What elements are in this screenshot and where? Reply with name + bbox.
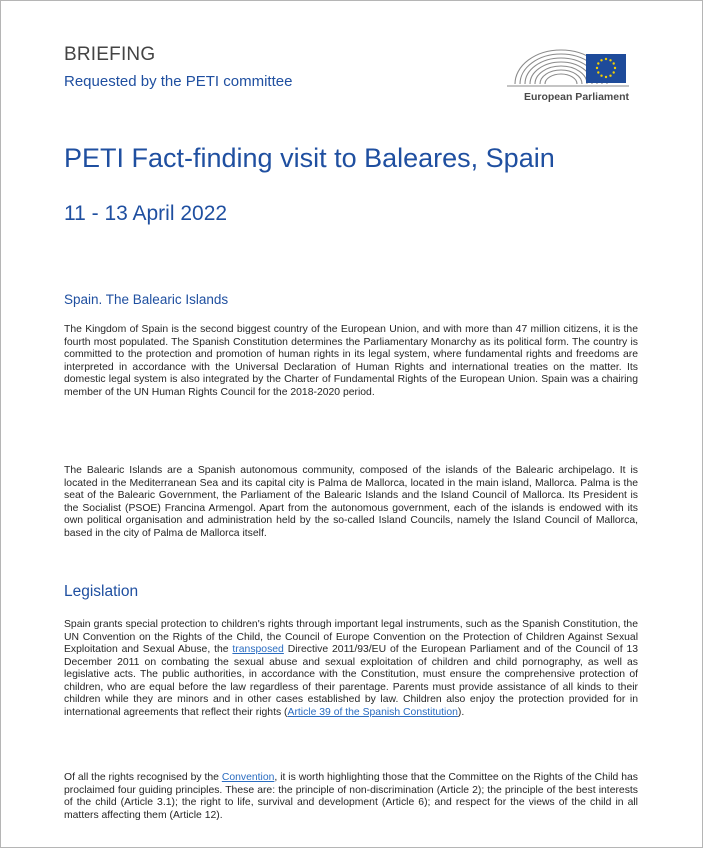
paragraph-balearic: The Balearic Islands are a Spanish autonomous community, composed of the islands of the Balearic archipelago. It is located in the Mediterranean Sea and its capital city is Palma de Mallorca, located in the main island, Mallorca. Palma is the seat of the Balearic Government, the Parliament of the Balearic Islands and the Island Council of Mallorca. Its President is the Socialist (PSOE) Francina Armengol. Apart from the autonomous government, each of the islands is endowed with its own political organisation and administration held by the so-called Island Councils, namely the Island Council of Mallorca, based in the city of Palma de Mallorca itself. (64, 465, 638, 539)
section-heading-legislation: Legislation (64, 583, 139, 600)
convention-text-2: , it is worth highlighting those that the Committee on the Rights of the Child has proclaimed four guiding principles. These are: the principle of non-discrimination (Article 2); the principle of the best interests of the child (Article 3.1); the right to life, survival and development (Article 6); and respect for the views of the child in all matters affecting them (Article 12). (64, 772, 638, 821)
paragraph-spain: The Kingdom of Spain is the second biggest country of the European Union, and with more than 47 million citizens, it is the fourth most populated. The Spanish Constitution determines the Parliamentary Monarchy as its political form. The country is committed to the protection and promotion of human rights in its legal system, where fundamental rights and freedoms are interpreted in accordance with the Universal Declaration of Human Rights and international treaties on the matter. Its domestic legal system is also integrated by the Charter of Fundamental Rights of the European Union. Spain was a chairing member of the UN Human Rights Council for the 2018-2020 period. (64, 324, 638, 398)
legislation-text-2: Directive 2011/93/EU of the European Parliament and of the Council of 13 December 2011 on combating the sexual abuse and sexual exploitation of children and child pornography, as well as legislative acts. The public authorities, in accordance with the Constitution, must ensure the comprehensive protection of children, who are equal before the law regardless of their parentage. Parents must provide assistance of all kinds to their children while they are minors and in other cases established by law. Children also enjoy the protection provided for in international agreements that reflect their rights ( (64, 644, 639, 718)
convention-text-1: Of all the rights recognised by the (64, 772, 222, 783)
paragraph-legislation (64, 619, 638, 719)
document-date: 11 - 13 April 2022 (64, 202, 228, 225)
requested-by: Requested by the PETI committee (64, 73, 293, 90)
transposed-link[interactable]: transposed (232, 644, 284, 655)
document-type: BRIEFING (64, 44, 156, 65)
convention-link[interactable]: Convention (221, 772, 275, 783)
section-heading-spain: Spain. The Balearic Islands (64, 292, 229, 307)
article-39-link[interactable]: Article 39 of the Spanish Constitution (287, 706, 458, 718)
legislation-text-1: Spain grants special protection to children's rights through important legal instruments, such as the Spanish Constitution, the UN Convention on the Rights of the Child, the Council of Europe Convention on the Protection of Children Against Sexual Exploitation and Sexual Abuse, the (64, 619, 638, 655)
document-title: PETI Fact-finding visit to Baleares, Spain (64, 143, 555, 173)
logo-text: European Parliament (523, 91, 629, 103)
legislation-text-3: ). (457, 706, 465, 718)
paragraph-convention (64, 772, 638, 822)
